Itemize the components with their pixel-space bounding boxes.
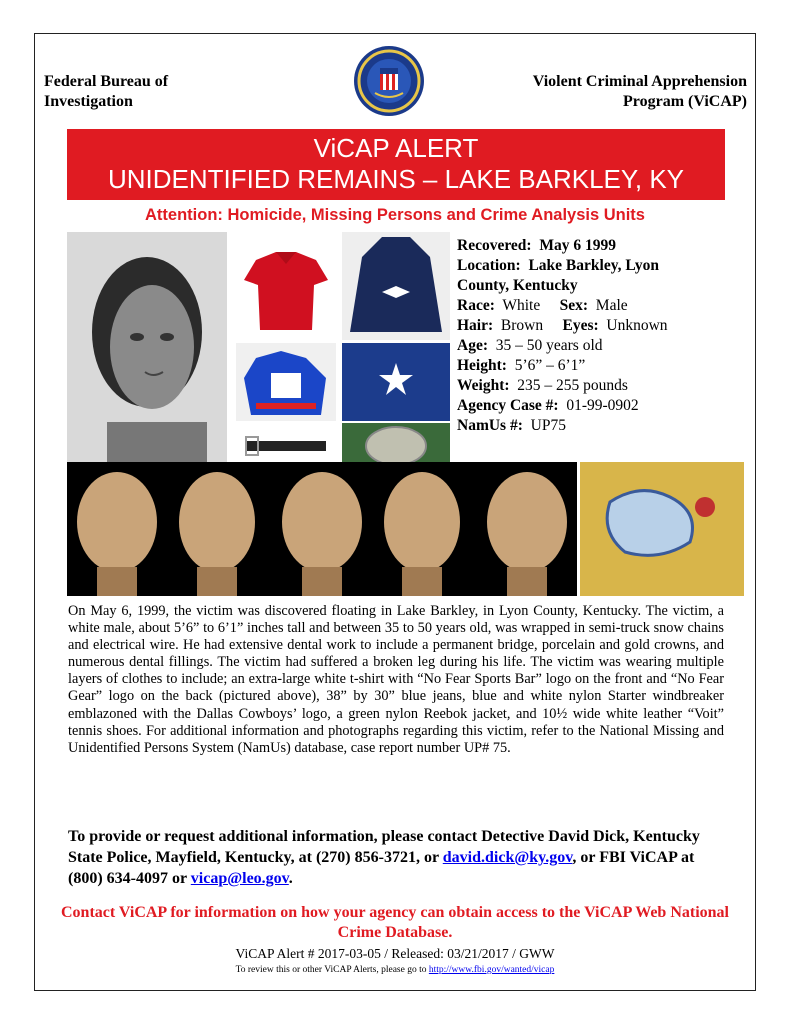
victim-details: [457, 236, 747, 436]
vicap-website-link[interactable]: http://www.fbi.gov/wanted/vicap: [428, 965, 555, 975]
height-row: [457, 356, 747, 376]
height-value: 5’6” – 6’1”: [514, 357, 586, 374]
case-label: Agency Case #:: [457, 397, 559, 414]
facial-reconstruction-photo: [67, 232, 227, 464]
recovered-value: May 6 1999: [539, 237, 616, 254]
vicap-email-link[interactable]: vicap@leo.gov: [190, 870, 289, 887]
no-fear-tshirt-photo: [580, 462, 744, 596]
hair-eyes-row: [457, 316, 747, 336]
attention-line: Attention: Homicide, Missing Persons and Crime Analysis Units: [145, 206, 645, 224]
recovered-label: Recovered:: [457, 237, 532, 254]
location-value-1: Lake Barkley, Lyon: [528, 257, 659, 274]
contact-info: [68, 826, 728, 889]
detective-email-link[interactable]: david.dick@ky.gov: [442, 849, 573, 866]
case-value: 01-99-0902: [566, 397, 639, 414]
eyes-label: Eyes:: [562, 317, 599, 334]
agency-heading: [44, 72, 168, 112]
location-value-2: County, Kentucky: [457, 277, 578, 294]
agency-line-1: Federal Bureau of: [44, 73, 169, 90]
reebok-jacket-photo: [342, 232, 450, 340]
contact-text-3: .: [288, 870, 293, 887]
footer-sub-text: To review this or other ViCAP Alerts, please go to: [235, 965, 429, 975]
hair-label: Hair:: [457, 317, 494, 334]
access-note: Contact ViCAP for information on how your agency can obtain access to the ViCAP Web National Crime Database.: [60, 904, 729, 941]
age-row: [457, 336, 747, 356]
agency-line-2: Investigation: [44, 93, 133, 110]
age-label: Age:: [457, 337, 488, 354]
height-label: Height:: [457, 357, 507, 374]
case-narrative: On May 6, 1999, the victim was discovered floating in Lake Barkley, in Lyon County, Kentucky. The victim, a white male, about 5’6” to 6’1” inches tall and between 35 to 50 years old, was wrapped in semi-truck snow chains and electrical wire. He had extensive dental work to include a permanent bridge, porcelain and gold crowns, and numerous dental fillings. The victim had suffered a broken leg during his life. The victim was wearing multiple layers of clothes to include; an extra-large white t-shirt with “No Fear Sports Bar” logo on the front and “No Fear Gear” logo on the back (pictured above), 38” by 30” blue jeans, blue and white nylon Starter windbreaker emblazoned with the Dallas Cowboys’ logo, a green nylon Reebok jacket, and 10½ wide white leather “Voit” tennis shoes. For additional information and photographs regarding this victim, refer to the National Missing and Unidentified Persons System (NamUs) database, case report number UP# 75.: [68, 603, 724, 756]
fbi-seal-icon: [353, 45, 425, 117]
program-line-1: Violent Criminal Apprehension: [532, 73, 747, 90]
age-value: 35 – 50 years old: [495, 337, 603, 354]
weight-value: 235 – 255 pounds: [517, 377, 628, 394]
agency-case-row: [457, 396, 747, 416]
alert-footer-sub: [60, 965, 730, 975]
recovered-row: [457, 236, 747, 256]
contact-text-1: To provide or request additional information, please contact Detective David Dick, Kentucky State Police, Mayfield, Kentucky, at (270) 856-3721, or: [68, 828, 700, 866]
eyes-value: Unknown: [606, 317, 668, 334]
program-line-2: Program (ViCAP): [623, 93, 747, 110]
location-row: [457, 256, 747, 276]
weight-row: [457, 376, 747, 396]
alert-subtitle: UNIDENTIFIED REMAINS – LAKE BARKLEY, KY: [107, 164, 685, 194]
race-sex-row: [457, 296, 747, 316]
race-label: Race:: [457, 297, 495, 314]
alert-banner: [67, 129, 725, 200]
namus-value: UP75: [530, 417, 566, 434]
alert-footer: ViCAP Alert # 2017-03-05 / Released: 03/21/2017 / GWW: [235, 946, 555, 961]
program-heading: [533, 72, 747, 112]
dallas-cowboys-shirt-photo: [342, 343, 450, 421]
location-row-2: [457, 276, 747, 296]
red-polo-shirt-photo: [236, 240, 336, 340]
hair-value: Brown: [500, 317, 544, 334]
clay-reconstruction-photos: [67, 462, 577, 596]
contact-text-2: , or FBI ViCAP at (800) 634-4097 or: [68, 849, 695, 887]
sex-label: Sex:: [559, 297, 589, 314]
namus-label: NamUs #:: [457, 417, 523, 434]
location-label: Location:: [457, 257, 521, 274]
weight-label: Weight:: [457, 377, 510, 394]
race-value: White: [502, 297, 541, 314]
namus-row: [457, 416, 747, 436]
alert-title: ViCAP ALERT: [313, 133, 479, 163]
sex-value: Male: [595, 297, 628, 314]
starter-windbreaker-photo: [236, 343, 336, 421]
